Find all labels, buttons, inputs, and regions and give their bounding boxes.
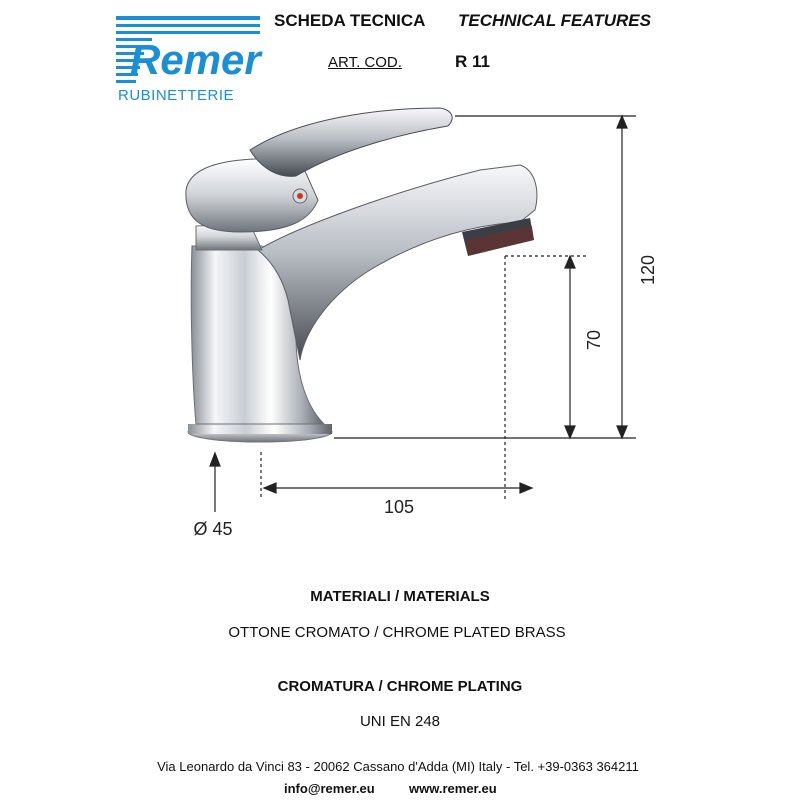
footer-website[interactable]: www.remer.eu [409,781,497,796]
materials-value: OTTONE CROMATO / CHROME PLATED BRASS [228,624,566,641]
title-english: TECHNICAL FEATURES [458,11,651,30]
dimension-reach: 105 [383,497,415,517]
plating-title: CROMATURA / CHROME PLATING [277,678,523,695]
logo-subtitle: RUBINETTERIE [118,87,235,104]
dimension-total-height: 120 [638,254,658,286]
footer-address: Via Leonardo da Vinci 83 - 20062 Cassano d'Adda (MI) Italy - Tel. +39-0363 364211 [157,759,639,774]
footer-email[interactable]: info@remer.eu [284,781,375,796]
plating-value: UNI EN 248 [359,713,441,730]
dimension-spout-height: 70 [584,329,604,351]
materials-title: MATERIALI / MATERIALS [310,588,490,605]
logo-wordmark: Remer [130,36,261,83]
article-code-value: R 11 [455,52,490,71]
dimension-base-diameter: Ø 45 [193,519,233,539]
title-italian: SCHEDA TECNICA [274,11,426,30]
faucet-illustration [186,108,537,442]
article-code-label: ART. COD. [328,54,402,71]
